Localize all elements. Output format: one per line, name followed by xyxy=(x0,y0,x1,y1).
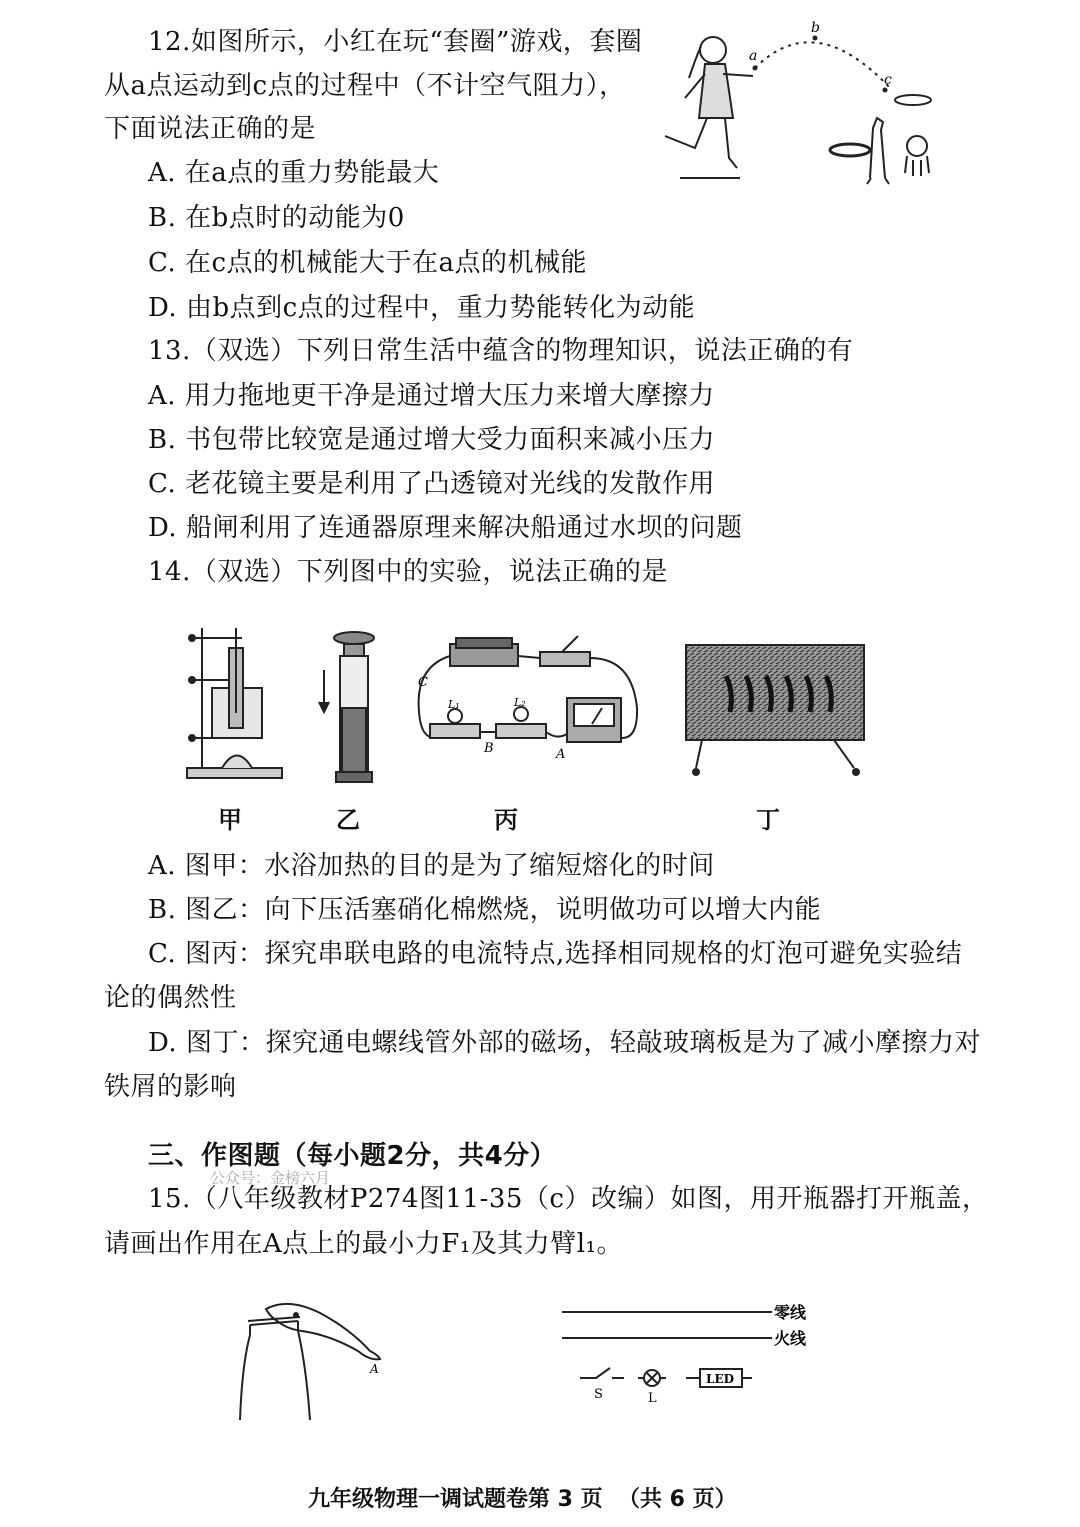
footer-total-pages: （共 6 页） xyxy=(618,1487,737,1512)
q12-option-c: C. 在c点的机械能大于在a点的机械能 xyxy=(148,248,588,278)
caption-ding: 丁 xyxy=(756,806,780,834)
watermark-text: 公众号：金榜六月 xyxy=(210,1169,331,1187)
bottle-opener-figure xyxy=(230,1295,400,1425)
q12-stem-line-1: 12.如图所示，小红在玩“套圈”游戏，套圈 xyxy=(148,27,643,57)
label-c: c xyxy=(884,72,892,88)
q12-option-d: D. 由b点到c点的过程中，重力势能转化为动能 xyxy=(148,293,696,323)
circuit-label-a: A xyxy=(556,747,566,762)
household-circuit-figure xyxy=(560,1292,830,1402)
q14-stem: 14.（双选）下列图中的实验，说法正确的是 xyxy=(148,557,668,587)
caption-bing: 丙 xyxy=(494,806,518,834)
q12-stem-line-2: 从a点运动到c点的过程中（不计空气阻力）， xyxy=(104,71,626,101)
figure-ding-solenoid xyxy=(684,640,869,785)
circuit-label-b: B xyxy=(484,741,494,756)
circuit-label-c: C xyxy=(418,675,428,690)
trajectory-dashed-curve xyxy=(755,42,890,88)
q13-option-a: A. 用力拖地更干净是通过增大压力来增大摩擦力 xyxy=(148,381,715,411)
circuit-label-l2: L₂ xyxy=(514,696,526,709)
wire-label-neutral: 零线 xyxy=(774,1303,807,1322)
component-label-led: LED xyxy=(706,1372,734,1386)
q14-option-d-line-1: D. 图丁：探究通电螺线管外部的磁场，轻敲玻璃板是为了减小摩擦力对 xyxy=(148,1028,981,1058)
q14-option-c-line-2: 论的偶然性 xyxy=(104,983,237,1013)
figure-bing-series-circuit xyxy=(412,628,644,773)
point-c-dot xyxy=(883,88,888,93)
q14-option-b: B. 图乙：向下压活塞硝化棉燃烧，说明做功可以增大内能 xyxy=(148,895,822,925)
point-b-dot xyxy=(813,36,818,41)
flying-ring xyxy=(895,95,931,105)
q15-stem-line-2: 请画出作用在A点上的最小力F₁及其力臂l₁。 xyxy=(104,1229,623,1259)
q14-option-a: A. 图甲：水浴加热的目的是为了缩短熔化的时间 xyxy=(148,851,715,881)
label-a: a xyxy=(749,48,758,64)
q13-option-b: B. 书包带比较宽是通过增大受力面积来减小压力 xyxy=(148,425,716,455)
label-b: b xyxy=(811,20,820,36)
girl-drawing xyxy=(665,37,753,168)
q14-option-c-line-1: C. 图丙：探究串联电路的电流特点,选择相同规格的灯泡可避免实验结 xyxy=(148,939,963,969)
q14-option-d-line-2: 铁屑的影响 xyxy=(104,1072,237,1102)
circuit-label-l1: L₁ xyxy=(448,698,460,711)
wire-label-live: 火线 xyxy=(774,1329,807,1348)
component-label-l: L xyxy=(648,1391,657,1402)
q13-option-c: C. 老花镜主要是利用了凸透镜对光线的发散作用 xyxy=(148,469,715,499)
q13-stem: 13.（双选）下列日常生活中蕴含的物理知识，说法正确的有 xyxy=(148,336,854,366)
point-a-dot xyxy=(753,66,758,71)
dog-toy xyxy=(905,136,929,176)
section-3-title: 三、作图题（每小题2分，共4分） xyxy=(148,1141,557,1171)
footer-exam-title: 九年级物理一调试题卷 xyxy=(308,1487,529,1512)
component-label-s: S xyxy=(594,1387,603,1402)
ground-ring xyxy=(830,144,870,156)
figure-yi-fire-piston xyxy=(318,630,378,785)
caption-yi: 乙 xyxy=(336,806,360,834)
q13-option-d: D. 船闸利用了连通器原理来解决船通过水坝的问题 xyxy=(148,513,743,543)
caption-jia: 甲 xyxy=(218,806,242,834)
figure-jia-water-bath xyxy=(182,618,287,783)
bottle-label-a: A xyxy=(370,1362,379,1376)
q12-option-a: A. 在a点的重力势能最大 xyxy=(148,158,440,188)
q15-stem-line-1: 15.（八年级教材P274图11-35（c）改编）如图，用开瓶器打开瓶盖， xyxy=(148,1184,989,1214)
ring-toss-figure xyxy=(645,18,945,188)
q12-stem-line-3: 下面说法正确的是 xyxy=(104,114,317,144)
q12-option-b: B. 在b点时的动能为0 xyxy=(148,203,405,233)
footer-page-number: 第 3 页 xyxy=(528,1487,603,1512)
